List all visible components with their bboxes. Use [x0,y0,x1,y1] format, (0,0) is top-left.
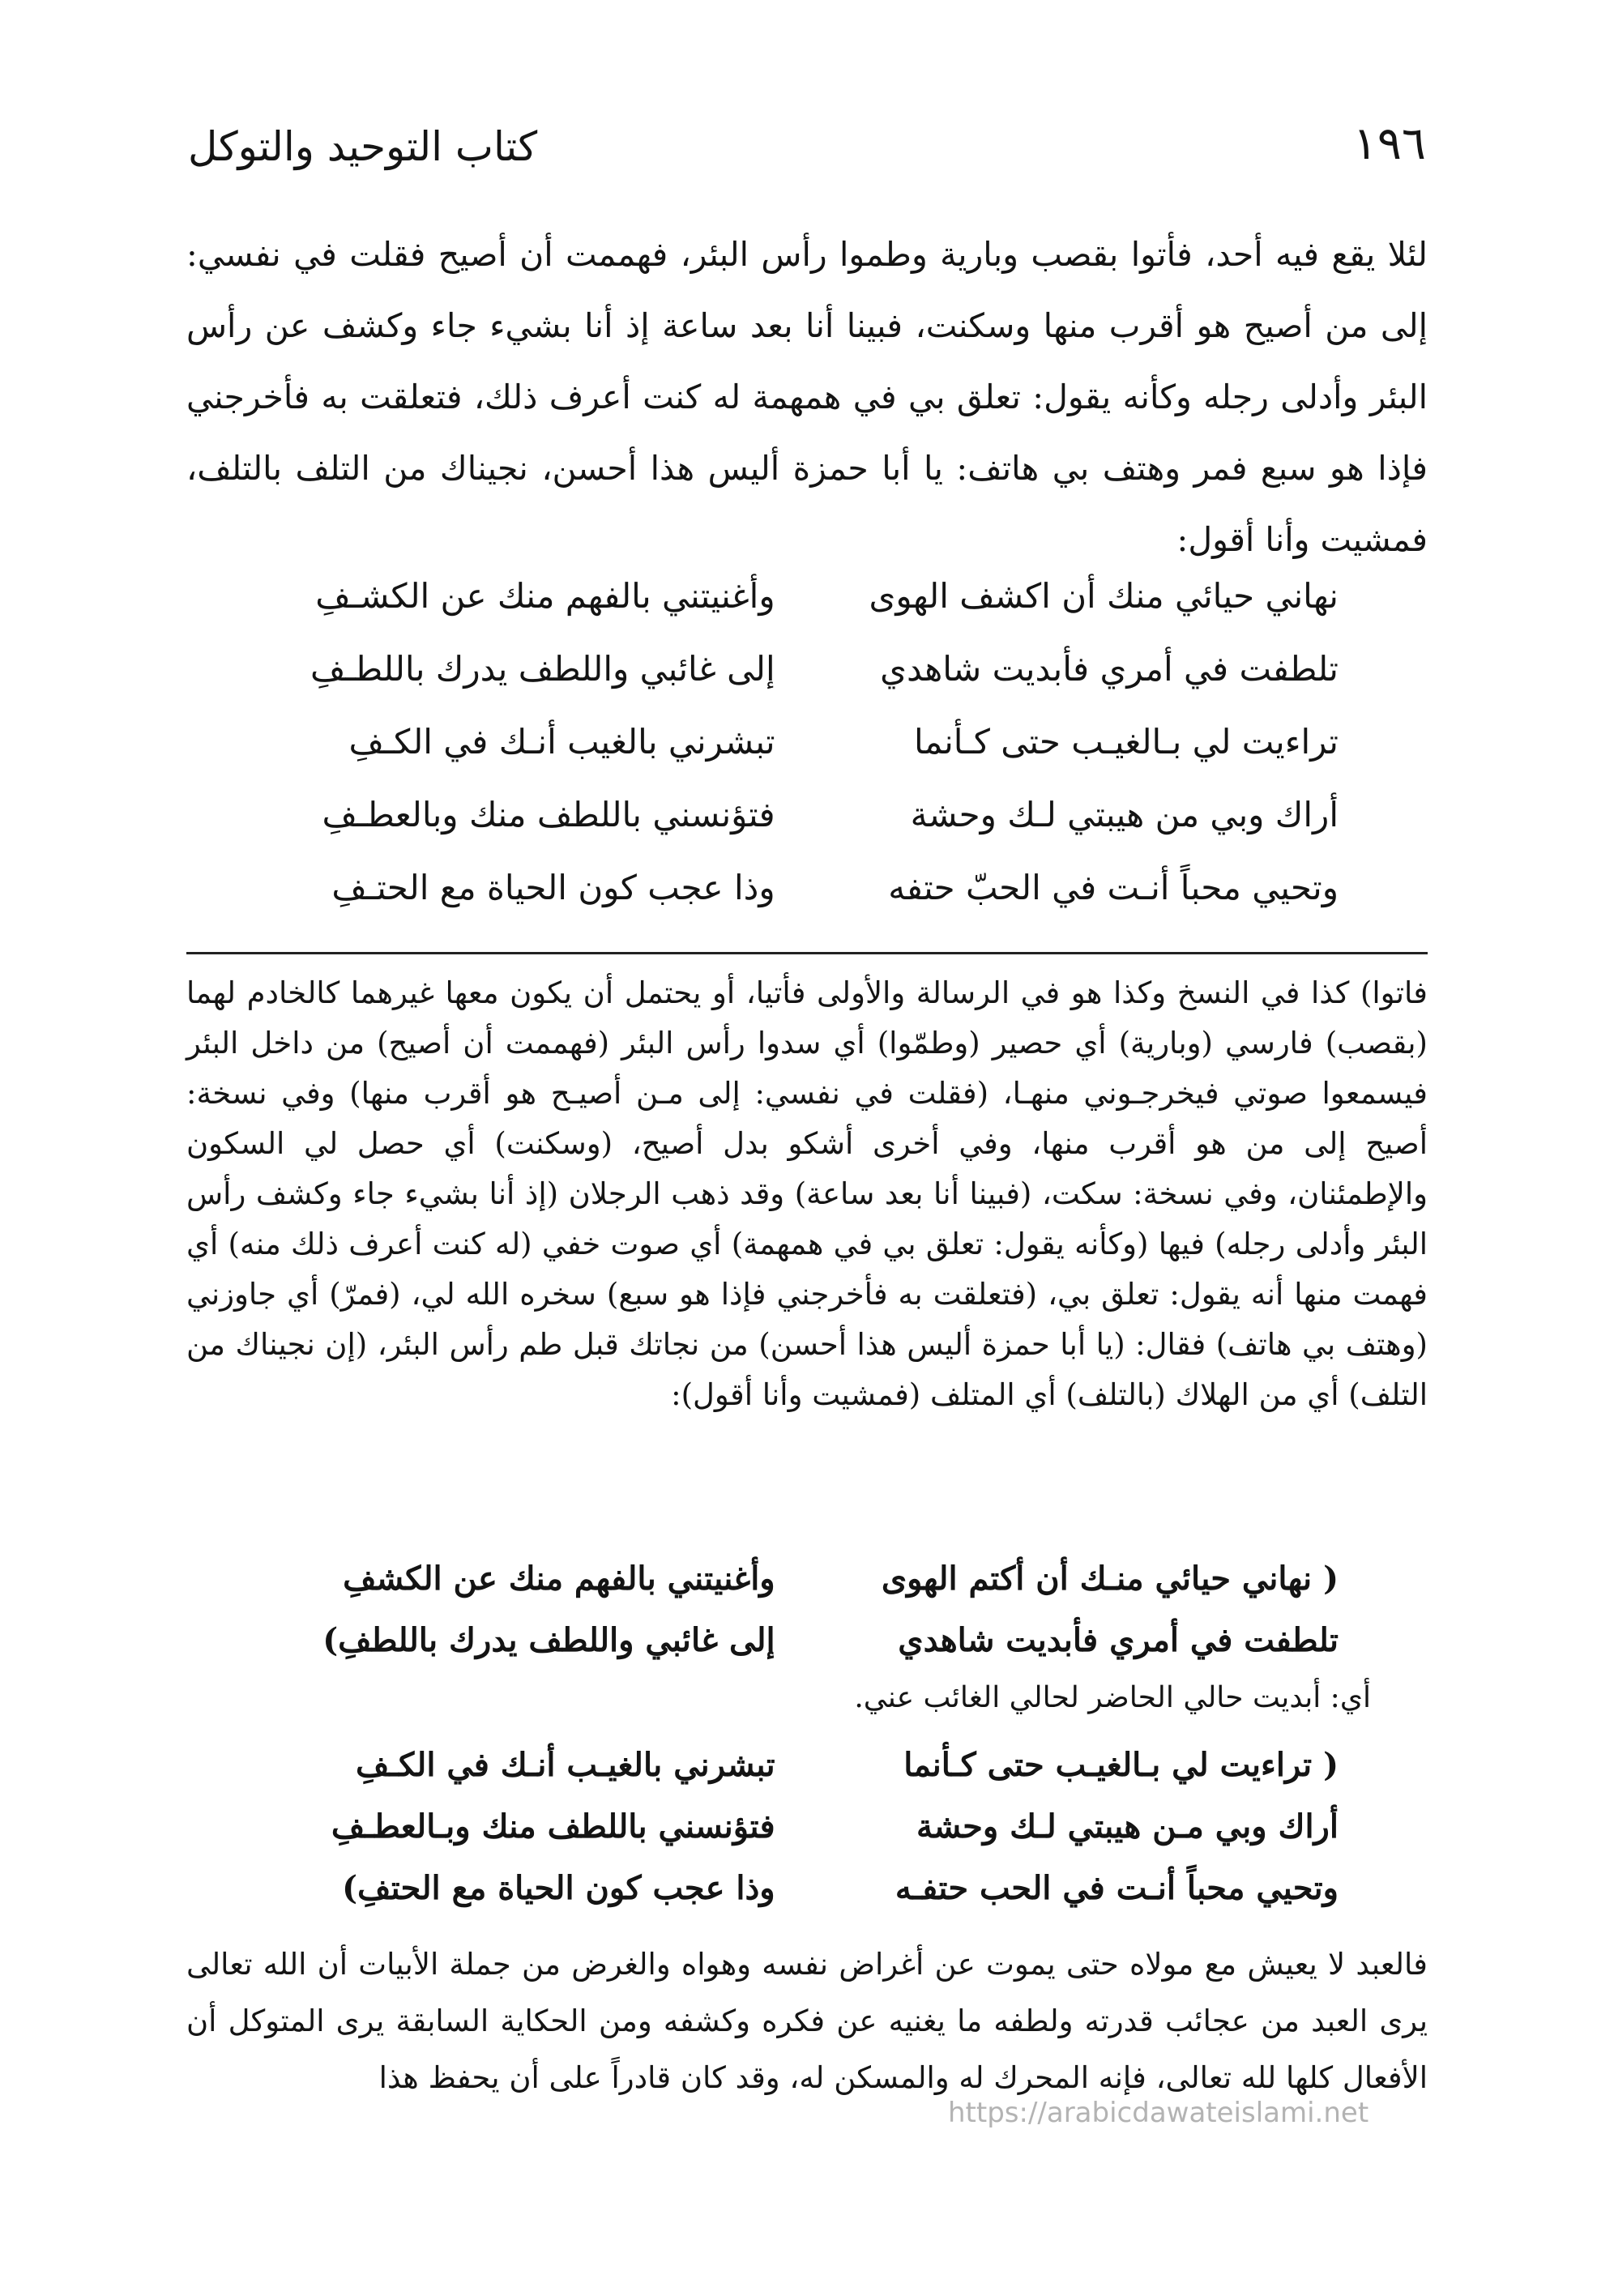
poem-line [275,1795,1339,1857]
poem-hemistich-second: إلى غائبي واللطف يدرك باللطـفِ [310,648,775,689]
commentary-paragraph: فاتوا) كذا في النسخ وكذا هو في الرسالة والأولى فأتيا، أو يحتمل أن يكون معها غيرهما كالخادم لهما (بقصب) فارسي (وبارية) أي حصير (وطمّوا) أي سدوا رأس البئر (فهممت أن أصيح) من داخل البئر فيسمعوا صوتي فيخرجـوني منهـا، (فقلت في نفسي: إلى مـن أصيـح هو أقرب منها) وفي نسخة: أصيح إلى من هو أقرب منها، وفي أخرى أشكو بدل أصيح، (وسكنت) أي حصل لي السكون والإطمئنان، وفي نسخة: سكت، (فبينا أنا بعد ساعة) وقد ذهب الرجلان (إذ أنا بشيء جاء وكشف رأس البئر وأدلى رجله) فيها (وكأنه يقول: تعلق بي في همهمة) أي صوت خفي (له كنت أعرف ذلك منه) أي فهمت منها أنه يقول: تعلق بي، (فتعلقت به فأخرجني فإذا هو سبع) سخره الله لي، (فمرّ) أي جاوزني (وهتف بي هاتف) فقال: (يا أبا حمزة أليس هذا أحسن) من نجاتك قبل طم رأس البئر، (إن نجيناك من التلف) أي من الهلاك (بالتلف) أي المتلف (فمشيت وأنا أقول): [186,975,1428,1412]
poem-hemistich-second: وأغنيتني بالفهم منك عن الكشـفِ [315,575,775,616]
poem-line [275,559,1339,632]
page-number: ١٩٦ [1352,117,1426,170]
commentary-note: أي: أبديت حالي الحاضر لحالي الغائب عني. [854,1681,1371,1714]
poem-line [275,778,1339,851]
poem-line [275,851,1339,924]
poem-hemistich-second: تبشرني بالغيـب أنـك في الكـفِ [355,1745,775,1784]
poem-line [275,705,1339,778]
poem-hemistich-second: وأغنيتني بالفهم منك عن الكشفِ [343,1559,775,1598]
poem-hemistich-second: فتؤنسني باللطف منك وبـالعطـفِ [331,1807,775,1846]
poem-hemistich-first: ( نهاني حيائي منـك أن أكتم الهوى [881,1559,1339,1598]
main-text [186,219,1428,575]
footnote-separator [186,952,1428,954]
poem-line [275,1734,1339,1795]
commentary-poem-2 [275,1734,1339,1918]
poem-hemistich-first: تلطفت في أمري فأبديت شاهدي [898,1620,1339,1659]
poem-hemistich-second: تبشرني بالغيب أنـك في الكـفِ [348,721,775,762]
poem-hemistich-first: تراءيت لي بـالغيـب حتى كـأنما [914,721,1339,762]
poem-hemistich-first: تلطفت في أمري فأبديت شاهدي [880,648,1339,689]
closing-text [186,1936,1428,2106]
watermark-url: https://arabicdawateislami.net [948,2097,1369,2129]
running-header [188,97,1426,170]
poem-hemistich-first: أراك وبي مـن هيبتي لـك وحشة [916,1807,1339,1846]
poem-hemistich-first: ( تراءيت لي بـالغيـب حتى كـأنما [903,1745,1339,1784]
poem-hemistich-first: وتحيي محباً أنـت في الحبّ حتفه [888,867,1339,907]
closing-paragraph: فالعبد لا يعيش مع مولاه حتى يموت عن أغراض نفسه وهواه والغرض من جملة الأبيات أن الله تعالى يرى العبد من عجائب قدرته ولطفه ما يغنيه عن فكره وكشفه ومن الحكاية السابقة يرى المتوكل أن الأفعال كلها لله تعالى، فإنه المحرك له والمسكن له، وقد كان قادراً على أن يحفظ هذا [186,1947,1428,2095]
main-poem [275,559,1339,924]
poem-hemistich-first: نهاني حيائي منك أن اكشف الهوى [869,575,1339,616]
poem-hemistich-second: إلى غائبي واللطف يدرك باللطفِ) [322,1620,775,1659]
poem-line [275,1547,1339,1609]
poem-hemistich-second: وذا عجب كون الحياة مع الحتفِ) [342,1868,775,1907]
commentary-text [186,968,1428,1420]
poem-hemistich-first: وتحيي محباً أنـت في الحب حتفـه [895,1868,1339,1907]
poem-line [275,1609,1339,1671]
book-title: كتاب التوحيد والتوكل [188,123,538,170]
poem-line [275,632,1339,705]
commentary-poem-1 [275,1547,1339,1671]
main-paragraph: لئلا يقع فيه أحد، فأتوا بقصب وبارية وطموا رأس البئر، فهممت أن أصيح فقلت في نفسي: إلى من أصيح هو أقرب منها وسكنت، فبينا أنا بعد ساعة إذ أنا بشيء جاء وكشف عن رأس البئر وأدلى رجله وكأنه يقول: تعلق بي في همهمة له كنت أعرف ذلك، فتعلقت به فأخرجني فإذا هو سبع فمر وهتف بي هاتف: يا أبا حمزة أليس هذا أحسن، نجيناك من التلف بالتلف، فمشيت وأنا أقول: [186,235,1428,559]
poem-hemistich-second: وذا عجب كون الحياة مع الحتـفِ [331,867,775,907]
poem-hemistich-second: فتؤنسني باللطف منك وبالعطـفِ [322,794,775,834]
poem-hemistich-first: أراك وبي من هيبتي لـك وحشة [910,794,1339,834]
poem-line [275,1857,1339,1918]
